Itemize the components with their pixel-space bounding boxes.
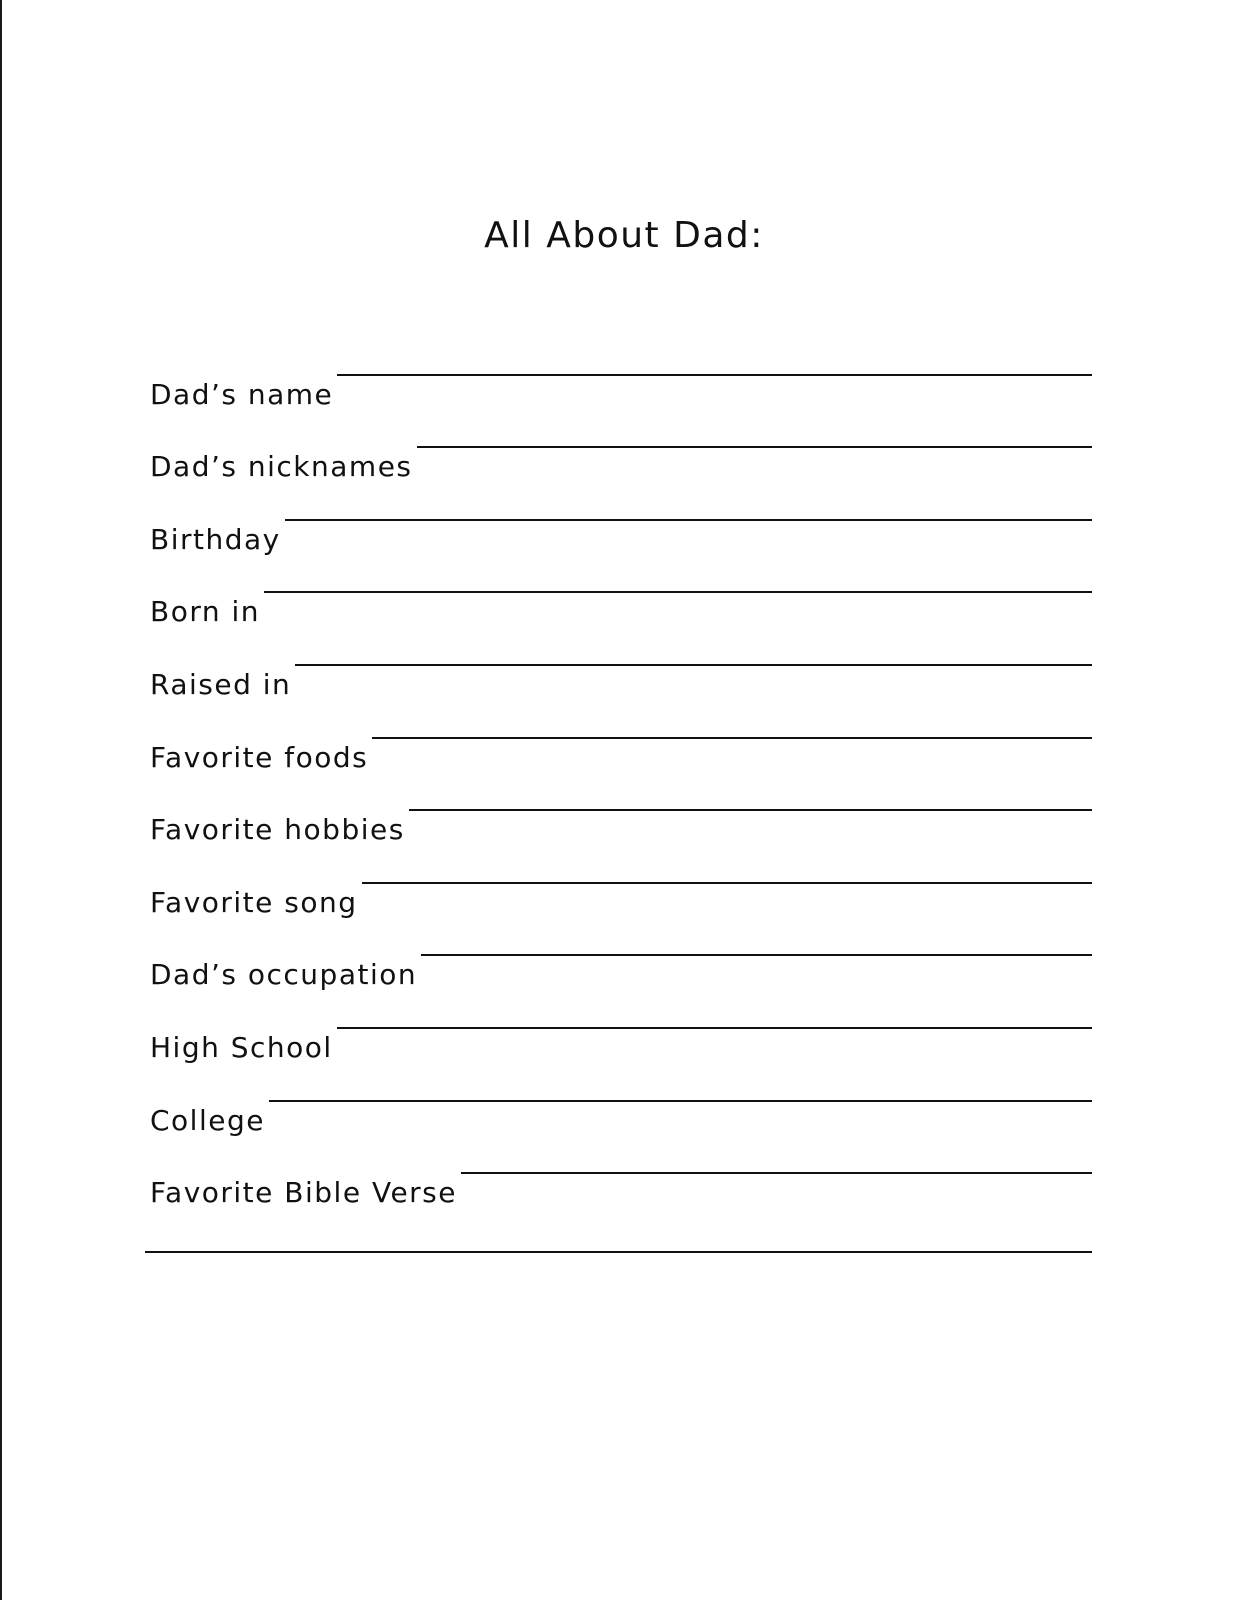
field-label: Favorite song [150,885,358,919]
field-favorite-hobbies [150,778,1092,851]
page-title: All About Dad: [484,215,764,256]
field-raised-in [150,632,1092,705]
dads-name-blank[interactable] [337,350,1092,376]
bible-verse-continuation-blank[interactable] [145,1251,1092,1253]
raised-in-blank[interactable] [295,640,1092,666]
field-label: Born in [150,595,261,629]
field-label: Dad’s nicknames [150,450,413,484]
field-high-school [150,995,1092,1068]
favorite-bible-verse-blank[interactable] [461,1148,1092,1174]
field-label: Favorite Bible Verse [150,1176,457,1210]
college-blank[interactable] [269,1076,1092,1102]
field-favorite-bible-verse [150,1141,1092,1214]
field-label: Dad’s name [150,377,334,411]
field-born-in [150,560,1092,633]
field-label: Dad’s occupation [150,958,418,992]
field-label: Favorite foods [150,740,369,774]
field-label: Raised in [150,667,292,701]
field-favorite-foods [150,705,1092,778]
field-college [150,1068,1092,1141]
field-dads-name [150,342,1092,415]
favorite-hobbies-blank[interactable] [409,785,1092,811]
field-birthday [150,487,1092,560]
dad-info-form [150,342,1092,1213]
field-label: High School [150,1030,333,1064]
field-dads-nicknames [150,415,1092,488]
dads-occupation-blank[interactable] [421,930,1092,956]
dads-nicknames-blank[interactable] [417,422,1092,448]
field-label: Birthday [150,522,281,556]
field-dads-occupation [150,923,1092,996]
high-school-blank[interactable] [337,1003,1092,1029]
birthday-blank[interactable] [285,495,1092,521]
field-label: College [150,1103,265,1137]
born-in-blank[interactable] [264,567,1092,593]
favorite-song-blank[interactable] [362,858,1092,884]
field-favorite-song [150,850,1092,923]
field-label: Favorite hobbies [150,813,405,847]
favorite-foods-blank[interactable] [372,713,1092,739]
